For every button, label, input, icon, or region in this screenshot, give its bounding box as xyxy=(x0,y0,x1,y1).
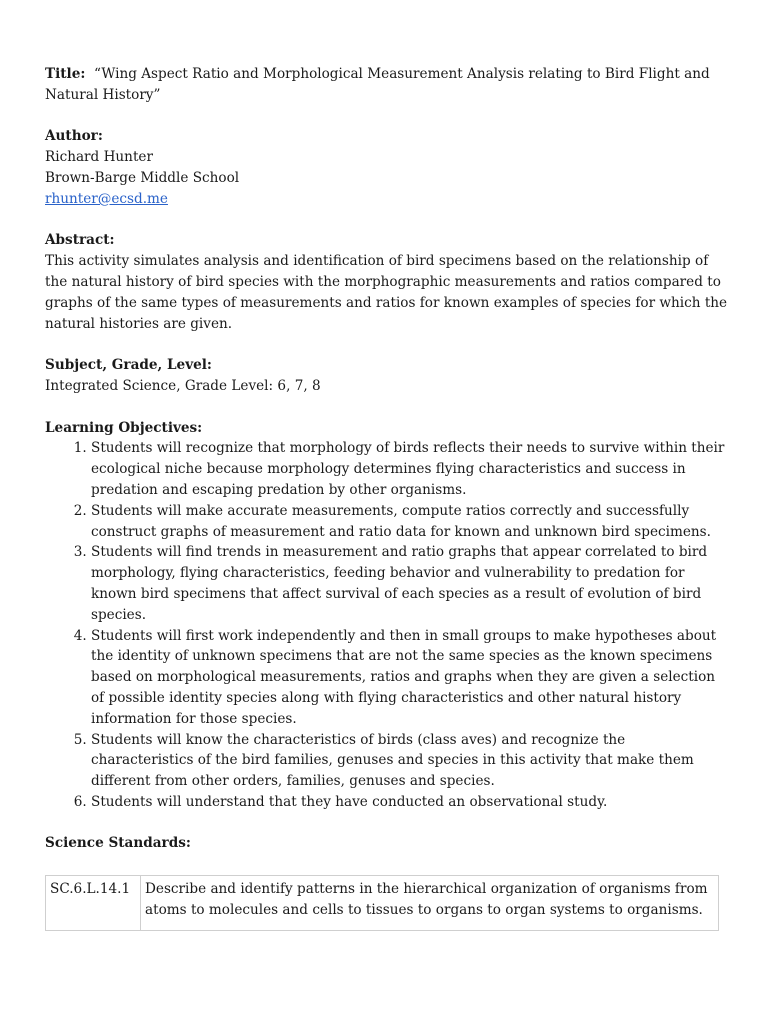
author-email-link[interactable]: rhunter@ecsd.me xyxy=(45,190,168,207)
objective-item: 4. Students will first work independently and then in small groups to make hypotheses about the identity of unknown specimens that are not the same species as the known specimens based on morphological measurements, ratios and graphs when they are given a selection of possible identity species along with flying characteristics and other natural history information for those species. xyxy=(91,626,729,730)
title-label: Title: xyxy=(45,66,86,82)
objectives-section xyxy=(45,418,729,813)
author-section xyxy=(45,126,729,209)
objective-item: 2. Students will make accurate measurements, compute ratios correctly and successfully construct graphs of measurement and ratio data for known and unknown bird specimens. xyxy=(91,501,729,543)
author-label: Author: xyxy=(45,128,103,145)
subject-text: Integrated Science, Grade Level: 6, 7, 8 xyxy=(45,377,321,394)
objective-item: 6. Students will understand that they have conducted an observational study. xyxy=(91,792,729,813)
objective-item: 5. Students will know the characteristics of birds (class aves) and recognize the characteristics of the bird families, genuses and species in this activity that make them different from other orders, families, genuses and species. xyxy=(91,730,729,792)
abstract-text: This activity simulates analysis and identification of bird specimens based on the relationship of the natural history of bird species with the morphographic measurements and ratios compared to graphs of the same types of measurements and ratios for known examples of species for which the natural histories are given. xyxy=(45,253,728,332)
author-name: Richard Hunter xyxy=(45,149,153,166)
abstract-label: Abstract: xyxy=(45,232,115,249)
title-section xyxy=(45,64,729,106)
table-row xyxy=(46,876,719,931)
title-line xyxy=(45,64,729,106)
author-school: Brown-Barge Middle School xyxy=(45,169,240,186)
document-page xyxy=(45,64,729,931)
standards-label: Science Standards: xyxy=(45,835,191,852)
abstract-section xyxy=(45,230,729,334)
subject-label: Subject, Grade, Level: xyxy=(45,357,212,374)
objective-item: 3. Students will find trends in measurement and ratio graphs that appear correlated to bird morphology, flying characteristics, feeding behavior and vulnerability to predation for known bird specimens that affect survival of each species as a result of evolution of bird species. xyxy=(91,542,729,625)
objectives-label: Learning Objectives: xyxy=(45,419,203,436)
standard-description: Describe and identify patterns in the hierarchical organization of organisms from atoms to molecules and cells to tissues to organs to organ systems to organisms. xyxy=(141,876,719,931)
document-title: “Wing Aspect Ratio and Morphological Measurement Analysis relating to Bird Flight and Natural History” xyxy=(45,66,710,103)
standards-table xyxy=(45,875,719,931)
objective-item: 1. Students will recognize that morphology of birds reflects their needs to survive within their ecological niche because morphology determines flying characteristics and success in predation and escaping predation by other organisms. xyxy=(91,438,729,500)
standards-section xyxy=(45,833,729,930)
subject-section xyxy=(45,355,729,397)
objectives-list xyxy=(45,438,729,812)
standard-code: SC.6.L.14.1 xyxy=(46,876,141,931)
